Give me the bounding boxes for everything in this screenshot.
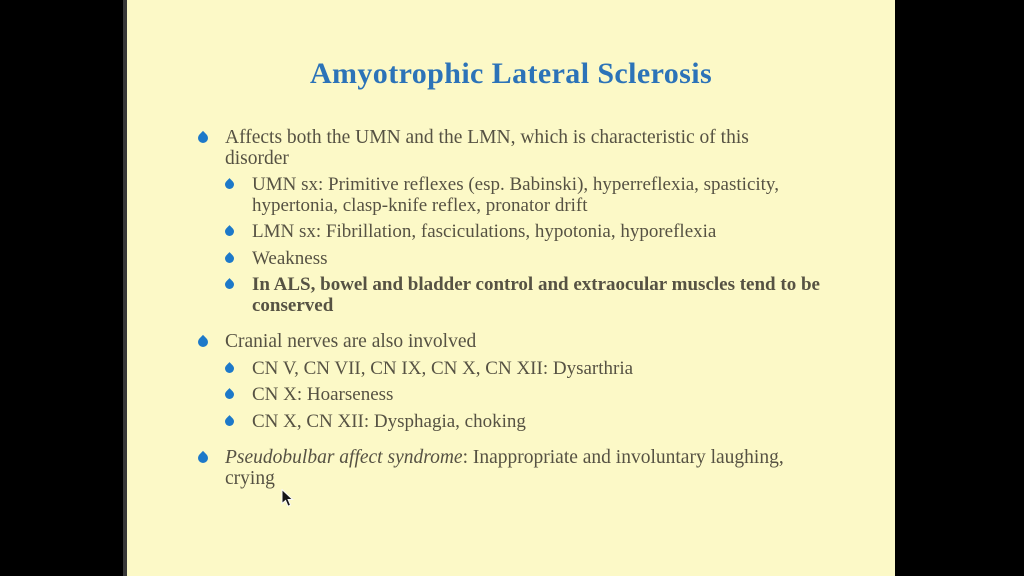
bullet-text: Affects both the UMN and the LMN, which is characteristic of this disorder [225,127,749,169]
bullet-item [127,128,895,169]
bullet-text-rest: : Inappropriate and involuntary laughing, crying [225,447,784,489]
bullet-subitem [127,412,895,433]
drop-bullet-icon [223,278,236,291]
drop-bullet-icon [196,451,210,465]
bullet-text [225,448,810,489]
slide [123,0,895,576]
drop-bullet-icon [196,335,210,349]
slide-body [127,128,895,489]
drop-bullet-icon [196,131,210,145]
bullet-text: In ALS, bowel and bladder control and extraocular muscles tend to be conserved [252,274,820,316]
drop-bullet-icon [223,362,236,375]
bullet-text: LMN sx: Fibrillation, fasciculations, hypotonia, hyporeflexia [252,221,717,242]
bullet-subitem [127,175,895,216]
bullet-subitem [127,385,895,406]
letterbox-left [0,0,123,576]
drop-bullet-icon [223,178,236,191]
bullet-text: CN V, CN VII, CN IX, CN X, CN XII: Dysarthria [252,357,634,379]
bullet-subitem-bold [127,275,895,316]
mouse-cursor-icon [281,489,294,508]
bullet-text-italic-lead: Pseudobulbar affect syndrome [225,447,463,468]
drop-bullet-icon [223,415,236,428]
bullet-subitem [127,222,895,243]
bullet-item [127,448,895,489]
bullet-subitem [127,249,895,270]
bullet-subitem [127,359,895,380]
bullet-text: CN X, CN XII: Dysphagia, choking [252,410,526,432]
bullet-item [127,332,895,353]
bullet-text: Weakness [252,247,328,269]
bullet-text: CN X: Hoarseness [252,384,394,405]
drop-bullet-icon [223,252,236,265]
letterbox-right [895,0,1024,576]
slide-title: Amyotrophic Lateral Sclerosis [309,57,713,90]
bullet-text: Cranial nerves are also involved [225,331,477,352]
drop-bullet-icon [223,225,236,238]
bullet-text: UMN sx: Primitive reflexes (esp. Babinski), hyperreflexia, spasticity, hypertonia, clasp-knife reflex, pronator drift [252,174,779,216]
drop-bullet-icon [223,388,236,401]
